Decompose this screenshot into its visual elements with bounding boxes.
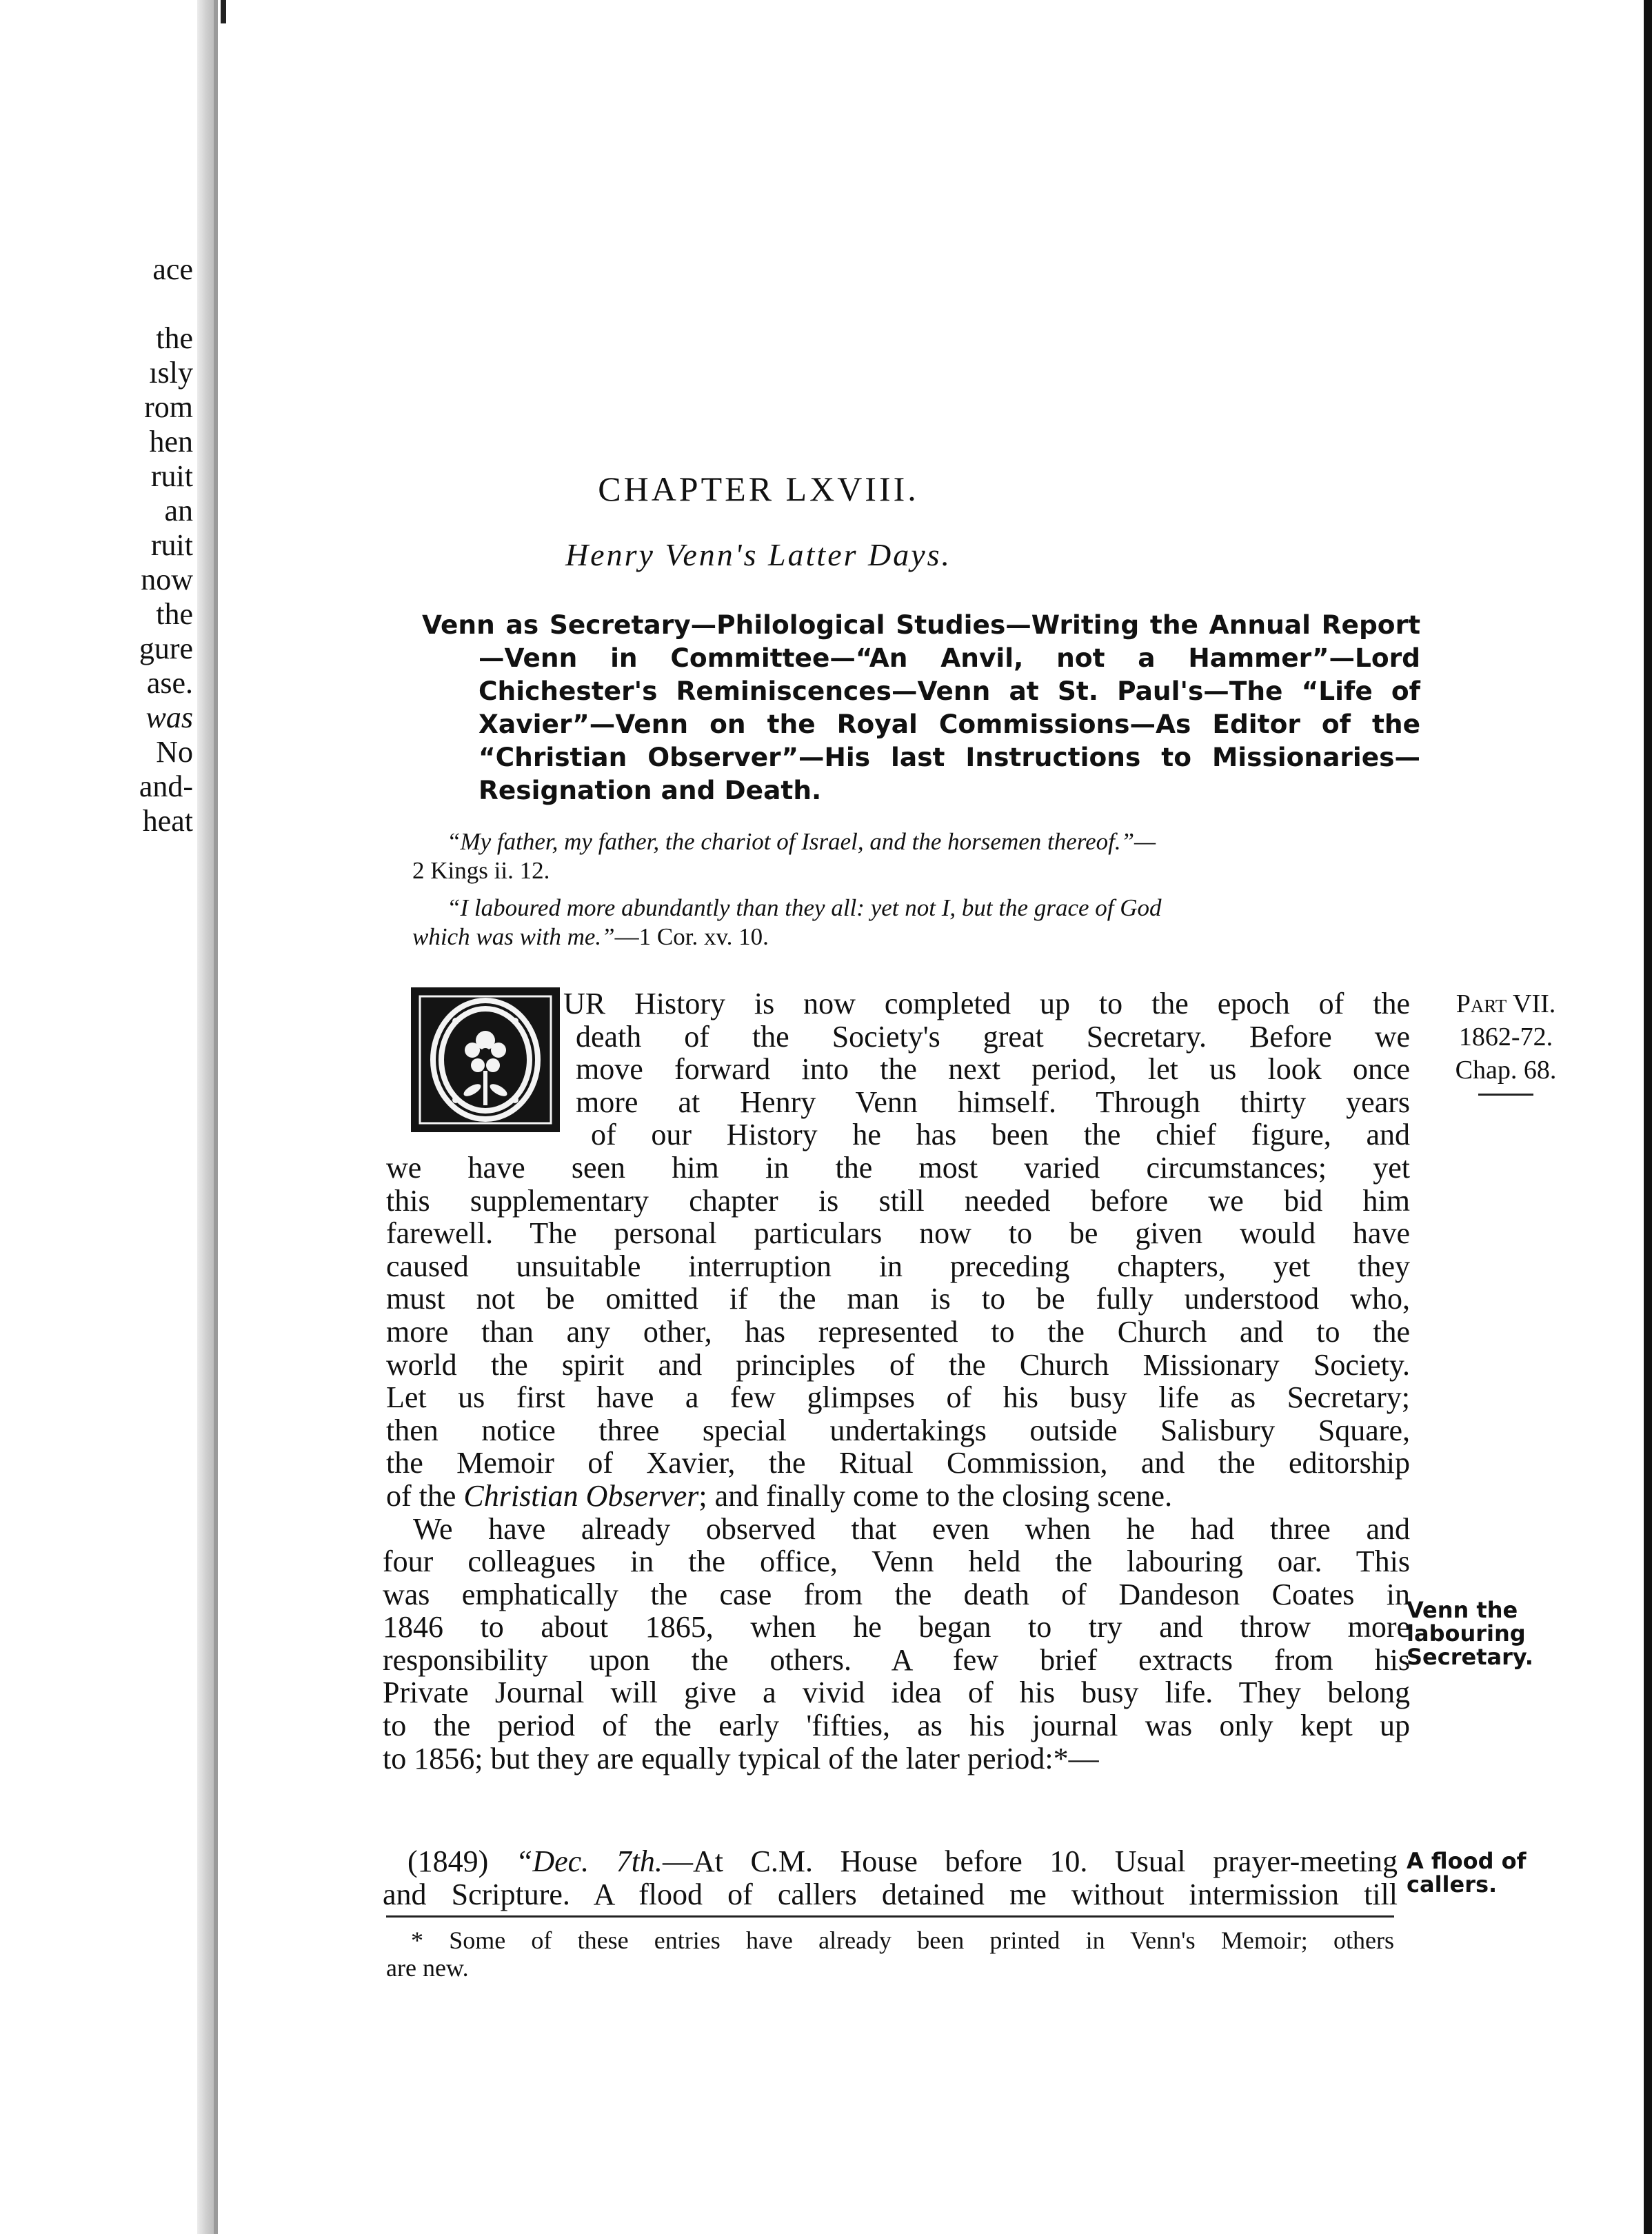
left-page-fragment-line: and- <box>139 769 193 803</box>
epigraph-quote-continued: which was with me.” <box>412 923 615 950</box>
epigraph-source: 2 Kings ii. 12. <box>412 857 550 884</box>
epigraph-source: —1 Cor. xv. 10. <box>614 923 769 950</box>
diary-entry <box>383 1845 1398 1911</box>
left-page-fragment-line: was <box>145 701 193 734</box>
chapter-body <box>383 987 1410 1775</box>
chapter-number: CHAPTER LXVIII. <box>598 470 919 508</box>
sidenote-line: labouring <box>1407 1620 1526 1647</box>
sidenote-line: callers. <box>1407 1871 1498 1898</box>
epigraph-quote: “I laboured more abundantly than they all: yet not I, but the grace of God <box>447 894 1162 921</box>
sidenote-flood-of-callers <box>1407 1849 1527 1896</box>
sidenote-rule <box>1478 1094 1533 1096</box>
body-line: the Memoir of Xavier, the Ritual Commission, and the editorship <box>386 1446 1410 1480</box>
footnote-line: * Some of these entries have already been printed in Venn's Memoir; others <box>411 1926 1394 1954</box>
left-page-fragment-line: rom <box>144 390 193 424</box>
body-line: Private Journal will give a vivid idea of his busy life. They belong <box>383 1676 1410 1710</box>
left-page-fragment-line: ruit <box>150 528 193 562</box>
body-text-span: ; and finally come to the closing scene. <box>698 1478 1173 1513</box>
left-page-fragment-line: ase. <box>146 666 193 700</box>
left-page-fragment-line: hen <box>149 425 193 459</box>
sidenote-line: Venn the <box>1407 1597 1518 1623</box>
epigraph-quote: “My father, my father, the chariot of Israel, and the horsemen thereof.”— <box>447 828 1156 855</box>
sidenote-part: Part VII. <box>1455 989 1556 1018</box>
sidenote-part-chapter <box>1423 987 1589 1096</box>
sidenote-line: A flood of <box>1407 1848 1527 1874</box>
body-line: caused unsuitable interruption in preceding chapters, yet they <box>386 1249 1410 1283</box>
scan-border <box>1644 0 1652 2234</box>
diary-line <box>383 1845 1398 1878</box>
body-line: world the spirit and principles of the Church Missionary Society. <box>386 1347 1410 1382</box>
diary-line: and Scripture. A flood of callers detained me without intermission till <box>383 1878 1398 1911</box>
body-line: death of the Society's great Secretary. Before we <box>576 1019 1410 1054</box>
left-page-fragment-line: now <box>141 563 193 596</box>
journal-title: Christian Observer <box>463 1478 699 1513</box>
left-page-fragment <box>0 0 197 2234</box>
footnote <box>386 1926 1394 1982</box>
synopsis-line: —Venn in Committee—“An Anvil, not a Hammer”—Lord <box>479 643 1420 673</box>
body-line: UR History is now completed up to the epoch of the <box>563 987 1410 1020</box>
body-line: to the period of the early 'fifties, as his journal was only kept up <box>383 1709 1410 1743</box>
body-line: must not be omitted if the man is to be fully understood who, <box>386 1282 1410 1316</box>
left-page-fragment-line: heat <box>142 804 193 838</box>
diary-text: —At C.M. House before 10. Usual prayer-meeting <box>662 1844 1398 1878</box>
body-line: We have already observed that even when he had three and <box>413 1511 1410 1546</box>
body-line: this supplementary chapter is still needed before we bid him <box>386 1183 1410 1218</box>
body-line: more than any other, has represented to the Church and to the <box>386 1314 1410 1349</box>
body-line: of our History he has been the chief figure, and <box>591 1118 1410 1152</box>
body-line: to 1856; but they are equally typical of the later period:*— <box>383 1741 1099 1775</box>
sidenote-chapter: Chap. 68. <box>1455 1056 1557 1085</box>
left-page-fragment-line: ısly <box>149 356 193 390</box>
synopsis-line: Resignation and Death. <box>479 775 822 805</box>
footnote-line: are new. <box>386 1954 469 1982</box>
left-page-fragment-line: No <box>156 735 193 769</box>
chapter-synopsis <box>422 608 1420 807</box>
gutter-edge <box>214 0 218 2234</box>
left-page-fragment-line: an <box>164 494 193 527</box>
synopsis-line: Chichester's Reminiscences—Venn at St. Paul's—The “Life of <box>479 676 1420 706</box>
left-page-fragment-line: the <box>156 597 193 631</box>
body-line: four colleagues in the office, Venn held the labouring oar. This <box>383 1544 1410 1579</box>
left-page-fragment-line: ruit <box>150 459 193 493</box>
page-gutter <box>197 0 214 2234</box>
body-line: more at Henry Venn himself. Through thirty years <box>576 1085 1410 1119</box>
synopsis-line: Venn as Secretary—Philological Studies—Writing the Annual Report <box>422 610 1420 640</box>
body-line: 1846 to about 1865, when he began to try and throw more <box>383 1610 1410 1644</box>
body-line: move forward into the next period, let us look once <box>576 1052 1410 1087</box>
body-line: Let us first have a few glimpses of his busy life as Secretary; <box>386 1380 1410 1415</box>
sidenote-years: 1862-72. <box>1458 1023 1553 1051</box>
sidenote-line: Secretary. <box>1407 1644 1533 1670</box>
chapter-title: Henry Venn's Latter Days. <box>565 537 952 572</box>
left-page-fragment-line: the <box>156 321 193 355</box>
epigraph <box>412 827 1427 885</box>
diary-date: “Dec. 7th. <box>515 1844 663 1878</box>
body-line: was emphatically the case from the death of Dandeson Coates in <box>383 1577 1410 1611</box>
body-line: farewell. The personal particulars now to be given would have <box>386 1216 1410 1251</box>
footnote-rule <box>386 1915 1394 1918</box>
body-line <box>386 1480 1410 1513</box>
sidenote-venn-labouring <box>1407 1598 1533 1669</box>
diary-year: (1849) <box>407 1844 489 1878</box>
left-page-fragment-line: ace <box>152 252 193 286</box>
left-page-fragment-line: gure <box>139 632 193 665</box>
body-line: we have seen him in the most varied circumstances; yet <box>386 1150 1410 1185</box>
scan-mark <box>221 0 226 23</box>
synopsis-line: Xavier”—Venn on the Royal Commissions—As Editor of the <box>479 709 1420 739</box>
body-line: then notice three special undertakings outside Salisbury Square, <box>386 1413 1410 1447</box>
synopsis-line: “Christian Observer”—His last Instructions to Missionaries— <box>479 742 1420 772</box>
body-text-span: of the <box>386 1478 464 1513</box>
epigraph <box>412 894 1427 952</box>
body-line: responsibility upon the others. A few brief extracts from his <box>383 1642 1410 1677</box>
